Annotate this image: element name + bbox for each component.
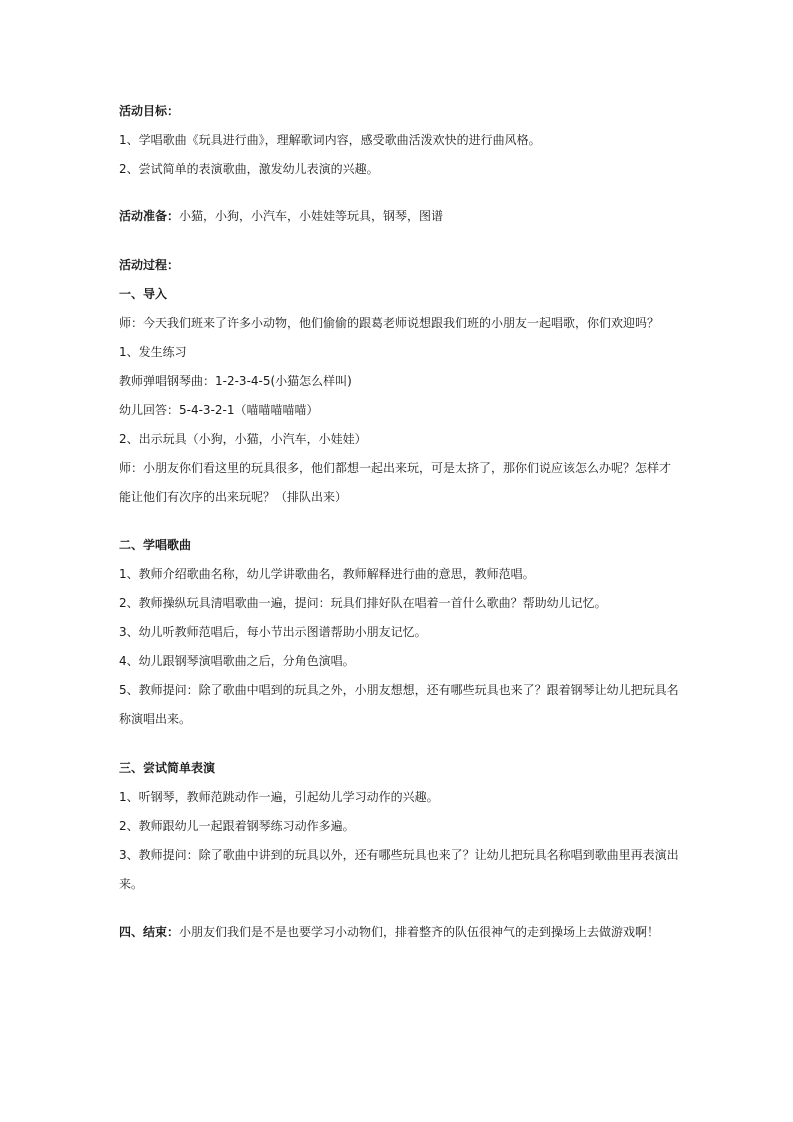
perform-item-3b: 来。 — [119, 877, 144, 891]
perform-item-1: 1、听钢琴，教师范跳动作一遍，引起幼儿学习动作的兴趣。 — [119, 790, 439, 804]
learn-heading: 二、学唱歌曲 — [119, 538, 192, 552]
prep-label: 活动准备： — [119, 209, 180, 223]
ending-label: 四、结束： — [119, 925, 180, 939]
intro-answer: 幼儿回答：5-4-3-2-1（喵喵喵喵喵） — [119, 403, 319, 417]
learn-item-5a: 5、教师提问：除了歌曲中唱到的玩具之外，小朋友想想，还有哪些玩具也来了？跟着钢琴让幼儿把玩具名 — [119, 683, 679, 697]
ending-paragraph — [119, 925, 679, 940]
goals-item-1: 1、学唱歌曲《玩具进行曲》，理解歌词内容，感受歌曲活泼欢快的进行曲风格。 — [119, 133, 541, 147]
perform-heading: 三、尝试简单表演 — [119, 761, 216, 775]
goals-heading: 活动目标： — [119, 104, 180, 118]
learn-item-3: 3、幼儿听教师范唱后，每小节出示图谱帮助小朋友记忆。 — [119, 625, 427, 639]
prep-paragraph — [119, 209, 679, 224]
intro-teacher-question-2b: 能让他们有次序的出来玩呢？（排队出来） — [119, 490, 348, 504]
prep-text: 小猫，小狗，小汽车，小娃娃等玩具，钢琴，图谱 — [179, 209, 444, 223]
learn-item-1: 1、教师介绍歌曲名称，幼儿学讲歌曲名，教师解释进行曲的意思，教师范唱。 — [119, 567, 535, 581]
intro-step-1: 1、发生练习 — [119, 345, 187, 359]
learn-item-2: 2、教师操纵玩具清唱歌曲一遍，提问：玩具们排好队在唱着一首什么歌曲？帮助幼儿记忆。 — [119, 596, 607, 610]
ending-text: 小朋友们我们是不是也要学习小动物们，排着整齐的队伍很神气的走到操场上去做游戏啊！ — [179, 925, 660, 939]
learn-item-5b: 称演唱出来。 — [119, 712, 192, 726]
perform-item-3a: 3、教师提问：除了歌曲中讲到的玩具以外，还有哪些玩具也来了？让幼儿把玩具名称唱到歌曲里再表演出 — [119, 848, 679, 862]
goals-item-2: 2、尝试简单的表演歌曲，激发幼儿表演的兴趣。 — [119, 162, 379, 176]
intro-heading: 一、导入 — [119, 287, 168, 301]
intro-teacher-question: 师：今天我们班来了许多小动物，他们偷偷的跟葛老师说想跟我们班的小朋友一起唱歌，你们欢迎吗？ — [119, 316, 660, 330]
learn-item-4: 4、幼儿跟钢琴演唱歌曲之后，分角色演唱。 — [119, 654, 355, 668]
intro-step-2: 2、出示玩具（小狗，小猫，小汽车，小娃娃） — [119, 432, 367, 446]
intro-teacher-question-2a: 师：小朋友你们看这里的玩具很多，他们都想一起出来玩，可是太挤了，那你们说应该怎么办呢？怎样才 — [119, 461, 672, 475]
process-heading: 活动过程： — [119, 258, 180, 272]
intro-piano: 教师弹唱钢琴曲：1-2-3-4-5(小猫怎么样叫) — [119, 374, 352, 388]
perform-item-2: 2、教师跟幼儿一起跟着钢琴练习动作多遍。 — [119, 819, 355, 833]
